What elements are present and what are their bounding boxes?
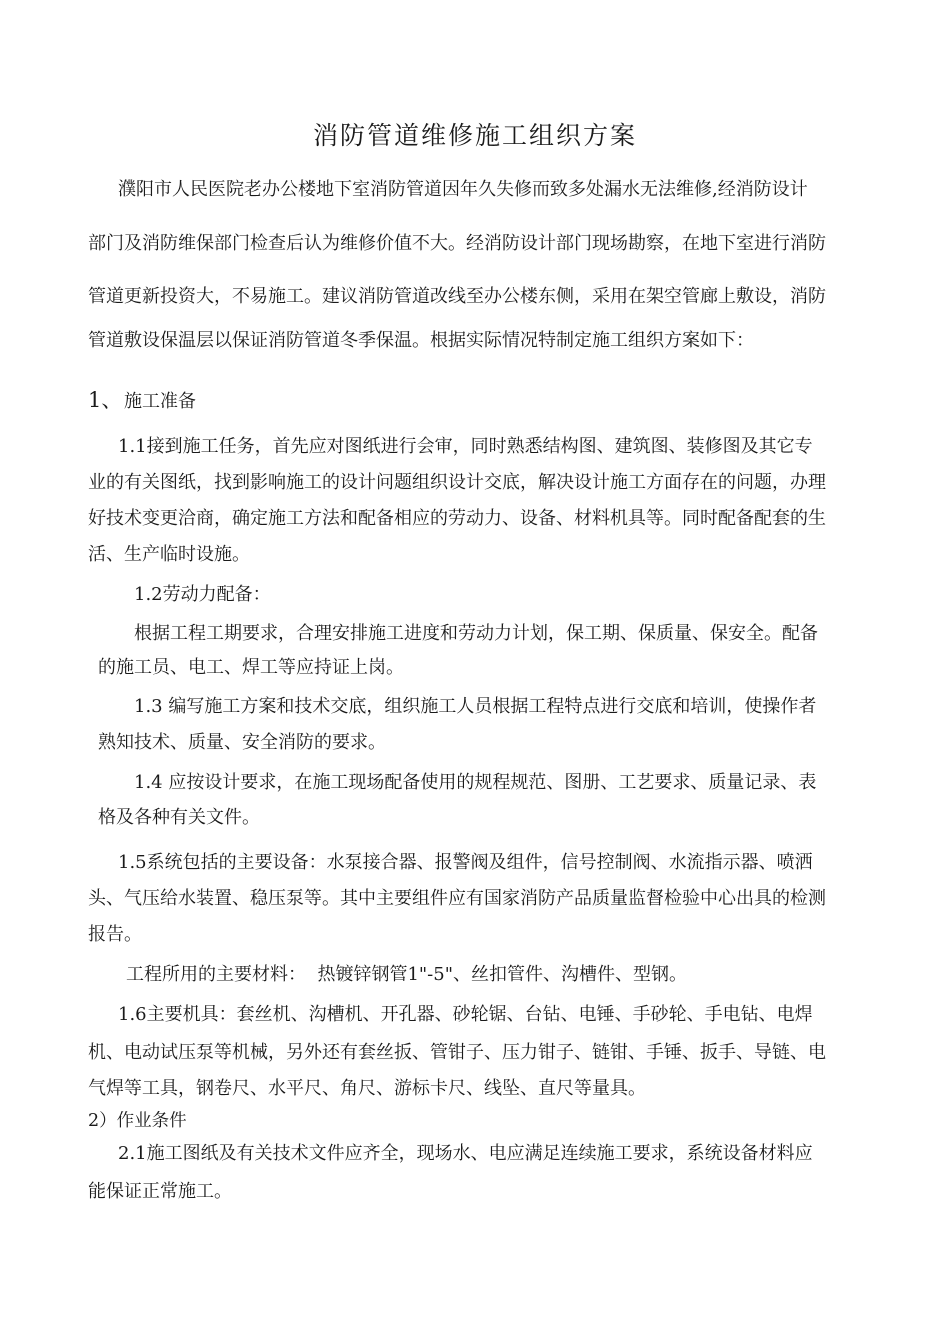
paragraph-1-4-line: 格及各种有关文件。 (98, 807, 260, 828)
paragraph-1-3-line: 熟知技术、质量、安全消防的要求。 (98, 732, 386, 753)
paragraph-1-2-line: 的施工员、电工、焊工等应持证上岗。 (98, 657, 404, 678)
paragraph-1-6-line: 气焊等工具，钢卷尺、水平尺、角尺、游标卡尺、线坠、直尺等量具。 (88, 1078, 646, 1099)
paragraph-1-1-line: 业的有关图纸，找到影响施工的设计问题组织设计交底，解决设计施工方面存在的问题，办理 (88, 472, 826, 493)
paragraph-1-2-heading: 1.2劳动力配备： (134, 584, 271, 605)
section-1-number: 1、 (88, 388, 123, 412)
paragraph-1-6-line: 1.6主要机具：套丝机、沟槽机、开孔器、砂轮锯、台钻、电锤、手砂轮、手电钻、电焊 (118, 1004, 813, 1025)
paragraph-1-4-line: 1.4 应按设计要求，在施工现场配备使用的规程规范、图册、工艺要求、质量记录、表 (134, 772, 817, 793)
paragraph-2-1-line: 2.1施工图纸及有关技术文件应齐全，现场水、电应满足连续施工要求，系统设备材料应 (118, 1143, 813, 1164)
paragraph-2-1-line: 能保证正常施工。 (88, 1181, 232, 1202)
paragraph-1-3-line: 1.3 编写施工方案和技术交底，组织施工人员根据工程特点进行交底和培训，使操作者 (134, 696, 817, 717)
paragraph-1-5-line: 头、气压给水装置、稳压泵等。其中主要组件应有国家消防产品质量监督检验中心出具的检测 (88, 888, 826, 909)
intro-line: 管道更新投资大，不易施工。建议消防管道改线至办公楼东侧，采用在架空管廊上敷设，消防 (88, 286, 826, 307)
paragraph-1-1-line: 活、生产临时设施。 (88, 544, 250, 565)
paragraph-1-5-line: 报告。 (88, 924, 142, 945)
paragraph-1-5-line: 1.5系统包括的主要设备：水泵接合器、报警阀及组件，信号控制阀、水流指示器、喷洒 (118, 852, 813, 873)
document-title: 消防管道维修施工组织方案 (312, 121, 637, 150)
paragraph-1-6-line: 机、电动试压泵等机械，另外还有套丝扳、管钳子、压力钳子、链钳、手锤、扳手、导链、电 (88, 1042, 826, 1063)
materials-line: 工程所用的主要材料： 热镀锌钢管1"-5"、丝扣管件、沟槽件、型钢。 (126, 964, 687, 985)
intro-line: 管道敷设保温层以保证消防管道冬季保温。根据实际情况特制定施工组织方案如下： (88, 330, 754, 351)
paragraph-1-1-line: 好技术变更洽商，确定施工方法和配备相应的劳动力、设备、材料机具等。同时配备配套的生 (88, 508, 826, 529)
section-1-title: 施工准备 (124, 391, 196, 412)
intro-line: 部门及消防维保部门检查后认为维修价值不大。经消防设计部门现场勘察，在地下室进行消防 (88, 233, 826, 254)
paragraph-1-1-line: 1.1接到施工任务，首先应对图纸进行会审，同时熟悉结构图、建筑图、装修图及其它专 (118, 436, 813, 457)
section-2-heading: 2）作业条件 (88, 1111, 187, 1131)
paragraph-1-2-line: 根据工程工期要求，合理安排施工进度和劳动力计划，保工期、保质量、保安全。配备 (134, 623, 818, 644)
intro-line: 濮阳市人民医院老办公楼地下室消防管道因年久失修而致多处漏水无法维修,经消防设计 (118, 179, 808, 200)
